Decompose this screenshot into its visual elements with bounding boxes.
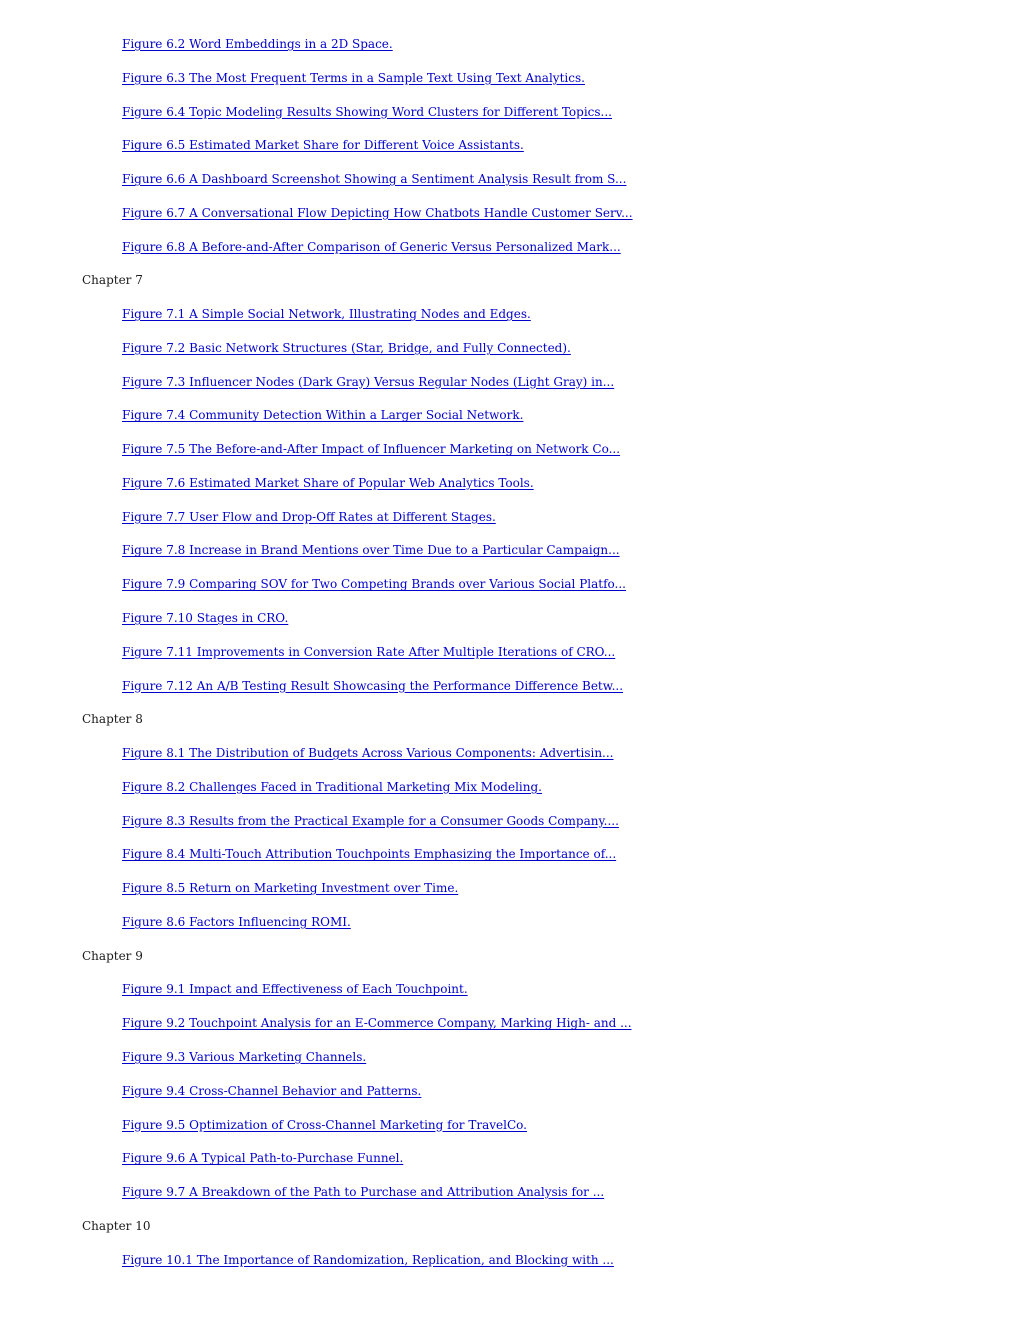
figure-link[interactable]: Figure 7.12 An A/B Testing Result Showcasing the Performance Difference Betw... xyxy=(122,678,624,693)
figure-list-item xyxy=(0,501,1020,535)
figure-link[interactable]: Figure 7.1 A Simple Social Network, Illustrating Nodes and Edges. xyxy=(122,307,531,322)
figure-list-item xyxy=(0,838,1020,872)
figure-link[interactable]: Figure 7.5 The Before-and-After Impact of Influencer Marketing on Network Co... xyxy=(122,442,621,457)
figure-link[interactable]: Figure 7.8 Increase in Brand Mentions over Time Due to a Particular Campaign... xyxy=(122,543,620,558)
figure-list-item xyxy=(0,1176,1020,1210)
figure-list-item xyxy=(0,1041,1020,1075)
figure-link[interactable]: Figure 9.4 Cross-Channel Behavior and Patterns. xyxy=(122,1083,422,1098)
figure-link[interactable]: Figure 6.8 A Before-and-After Comparison of Generic Versus Personalized Mark... xyxy=(122,239,621,254)
figure-link[interactable]: Figure 8.1 The Distribution of Budgets Across Various Components: Advertisin... xyxy=(122,746,614,761)
figure-link[interactable]: Figure 7.3 Influencer Nodes (Dark Gray) Versus Regular Nodes (Light Gray) in... xyxy=(122,374,615,389)
figure-link[interactable]: Figure 6.2 Word Embeddings in a 2D Space. xyxy=(122,37,393,51)
chapter-heading: Chapter 9 xyxy=(82,948,143,963)
figure-list-item xyxy=(0,28,1020,62)
figure-list-item xyxy=(0,163,1020,197)
figure-link[interactable]: Figure 6.3 The Most Frequent Terms in a Sample Text Using Text Analytics. xyxy=(122,70,585,85)
figure-link[interactable]: Figure 9.7 A Breakdown of the Path to Purchase and Attribution Analysis for ... xyxy=(122,1185,605,1200)
figure-list-item xyxy=(0,96,1020,130)
figure-link[interactable]: Figure 7.6 Estimated Market Share of Popular Web Analytics Tools. xyxy=(122,475,534,490)
figure-list-item xyxy=(0,399,1020,433)
figure-link[interactable]: Figure 6.7 A Conversational Flow Depicting How Chatbots Handle Customer Serv... xyxy=(122,205,633,220)
figure-link[interactable]: Figure 9.6 A Typical Path-to-Purchase Funnel. xyxy=(122,1151,404,1166)
figure-list-item xyxy=(0,737,1020,771)
figure-list-item xyxy=(0,433,1020,467)
figure-list-item xyxy=(0,872,1020,906)
figure-link[interactable]: Figure 6.6 A Dashboard Screenshot Showing a Sentiment Analysis Result from S... xyxy=(122,172,627,187)
chapter-heading: Chapter 10 xyxy=(82,1218,151,1233)
figure-link[interactable]: Figure 7.4 Community Detection Within a Larger Social Network. xyxy=(122,408,524,423)
figure-link[interactable]: Figure 7.2 Basic Network Structures (Star, Bridge, and Fully Connected). xyxy=(122,340,571,355)
figure-list-item xyxy=(0,197,1020,231)
figure-list-item xyxy=(0,1109,1020,1143)
figure-link[interactable]: Figure 9.5 Optimization of Cross-Channel Marketing for TravelCo. xyxy=(122,1117,527,1132)
chapter-heading: Chapter 8 xyxy=(82,712,143,727)
figure-link[interactable]: Figure 9.2 Touchpoint Analysis for an E-Commerce Company, Marking High- and ... xyxy=(122,1016,632,1031)
figure-link[interactable]: Figure 6.5 Estimated Market Share for Different Voice Assistants. xyxy=(122,138,524,153)
figure-list-item xyxy=(0,670,1020,704)
figure-list-item xyxy=(0,467,1020,501)
figure-list-item xyxy=(0,771,1020,805)
figure-list-item xyxy=(0,298,1020,332)
figure-link[interactable]: Figure 8.3 Results from the Practical Example for a Consumer Goods Company.... xyxy=(122,813,619,828)
figure-link[interactable]: Figure 7.11 Improvements in Conversion Rate After Multiple Iterations of CRO... xyxy=(122,644,616,659)
figure-list-item xyxy=(0,366,1020,400)
figure-list-item xyxy=(0,1142,1020,1176)
figure-list-item xyxy=(0,636,1020,670)
figure-list-item xyxy=(0,332,1020,366)
figure-link[interactable]: Figure 8.5 Return on Marketing Investment over Time. xyxy=(122,881,459,896)
figure-list-item xyxy=(0,1244,1020,1278)
figure-link[interactable]: Figure 7.10 Stages in CRO. xyxy=(122,611,289,626)
figure-link[interactable]: Figure 6.4 Topic Modeling Results Showing Word Clusters for Different Topics... xyxy=(122,104,612,119)
figure-link[interactable]: Figure 7.7 User Flow and Drop-Off Rates at Different Stages. xyxy=(122,509,496,524)
figure-list-item xyxy=(0,805,1020,839)
figure-list-item xyxy=(0,906,1020,940)
figure-list-item xyxy=(0,602,1020,636)
figure-list-item xyxy=(0,534,1020,568)
figure-list-item xyxy=(0,568,1020,602)
figure-list-item xyxy=(0,1075,1020,1109)
figure-list-item xyxy=(0,1007,1020,1041)
figure-link[interactable]: Figure 9.1 Impact and Effectiveness of Each Touchpoint. xyxy=(122,982,468,997)
figure-link[interactable]: Figure 8.4 Multi-Touch Attribution Touchpoints Emphasizing the Importance of... xyxy=(122,847,617,862)
figure-list-item xyxy=(0,62,1020,96)
figure-link[interactable]: Figure 7.9 Comparing SOV for Two Competing Brands over Various Social Platfo... xyxy=(122,577,626,592)
figure-link[interactable]: Figure 9.3 Various Marketing Channels. xyxy=(122,1049,367,1064)
figure-link[interactable]: Figure 10.1 The Importance of Randomization, Replication, and Blocking with ... xyxy=(122,1252,614,1267)
figure-list-item xyxy=(0,129,1020,163)
figure-list-item xyxy=(0,973,1020,1007)
figure-list-item xyxy=(0,231,1020,265)
chapter-heading: Chapter 7 xyxy=(82,273,143,288)
figure-link[interactable]: Figure 8.2 Challenges Faced in Traditional Marketing Mix Modeling. xyxy=(122,779,542,794)
figure-list xyxy=(0,28,1020,1277)
figure-link[interactable]: Figure 8.6 Factors Influencing ROMI. xyxy=(122,914,351,929)
